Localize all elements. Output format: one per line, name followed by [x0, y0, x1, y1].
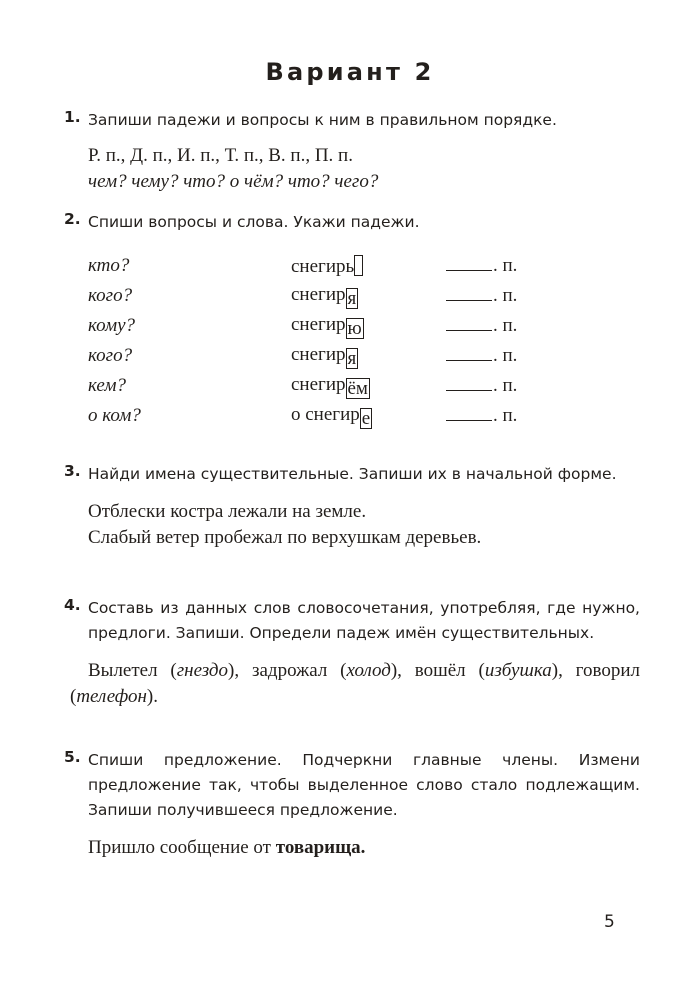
- case-answer-blank[interactable]: [446, 401, 586, 431]
- task-5: [64, 748, 640, 861]
- task-1-number: 1.: [64, 108, 81, 126]
- word-form: [291, 371, 446, 401]
- case-suffix-label: . п.: [493, 255, 518, 276]
- ending-box: ём: [347, 377, 368, 399]
- case-question: о ком?: [88, 405, 141, 426]
- table-row: [88, 311, 586, 341]
- task-2-header: [64, 210, 640, 235]
- task-5-prompt: Спиши предложение. Подчеркни главные члены. Измени предложение так, чтобы выделенное слово стало подлежащим. Запиши получившееся предложение.: [88, 751, 640, 819]
- task-4-header: [64, 596, 640, 646]
- case-suffix-label: . п.: [493, 315, 518, 336]
- word-stem: снегирь: [291, 255, 355, 277]
- table-row: [88, 371, 586, 401]
- answer-line[interactable]: [446, 317, 492, 331]
- page-title: Вариант 2: [265, 58, 435, 86]
- task-4-prompt: Составь из данных слов словосочетания, употребляя, где нужно, предлоги. Запиши. Определи падеж имён существительных.: [88, 599, 640, 642]
- task-4-word-part-2: гнездо: [176, 660, 229, 681]
- ending-box: ю: [347, 317, 362, 339]
- task-2-prompt: Спиши вопросы и слова. Укажи падежи.: [88, 213, 420, 231]
- case-question: кем?: [88, 375, 126, 396]
- case-question: кому?: [88, 315, 135, 336]
- table-row: [88, 341, 586, 371]
- task-5-header: [64, 748, 640, 823]
- task-1-line-1: Р. п., Д. п., И. п., Т. п., В. п., П. п.: [88, 145, 353, 166]
- case-suffix-label: . п.: [493, 405, 518, 426]
- ending-box: е: [361, 407, 371, 429]
- task-1-line-2: чем? чему? что? о чём? что? чего?: [88, 171, 379, 192]
- word-form: [291, 401, 446, 431]
- task-4-number: 4.: [64, 596, 81, 614]
- case-answer-blank[interactable]: [446, 251, 586, 281]
- task-3-line-1: Отблески костра лежали на земле.: [88, 501, 367, 522]
- task-4-word-part-6: избушка: [484, 660, 552, 681]
- ending-box: [354, 255, 363, 276]
- task-3-prompt: Найди имена существительные. Запиши их в начальной форме.: [88, 465, 617, 483]
- case-answer-blank[interactable]: [446, 311, 586, 341]
- word-form: [291, 281, 446, 311]
- task-1: [64, 108, 640, 195]
- task-1-header: [64, 108, 640, 133]
- task-4-word-part-8: телефон: [76, 686, 147, 707]
- task-4-word-part-7: ), говорил (: [70, 660, 640, 707]
- task-4-word-part-5: ), вошёл (: [390, 660, 485, 681]
- word-stem: снегир: [291, 343, 346, 365]
- task-4: [64, 596, 640, 710]
- task-4-word-part-4: холод: [346, 660, 391, 681]
- ending-box: я: [347, 347, 357, 369]
- case-answer-blank[interactable]: [446, 281, 586, 311]
- task-4-word-part-9: ).: [146, 686, 158, 707]
- task-3-content: [64, 499, 640, 551]
- ending-box: я: [347, 287, 357, 309]
- answer-line[interactable]: [446, 287, 492, 301]
- answer-line[interactable]: [446, 377, 492, 391]
- task-3-header: [64, 462, 640, 487]
- task-3-number: 3.: [64, 462, 81, 480]
- word-form: [291, 341, 446, 371]
- word-stem: о снегир: [291, 403, 360, 425]
- case-answer-blank[interactable]: [446, 371, 586, 401]
- task-4-word-part-1: Вылетел (: [88, 660, 177, 681]
- word-stem: снегир: [291, 283, 346, 305]
- table-row: [88, 281, 586, 311]
- answer-line[interactable]: [446, 347, 492, 361]
- task-1-content: [64, 143, 640, 195]
- case-answer-blank[interactable]: [446, 341, 586, 371]
- task-5-number: 5.: [64, 748, 81, 766]
- answer-line[interactable]: [446, 257, 492, 271]
- task-3: [64, 462, 640, 551]
- task-5-content: [64, 835, 640, 861]
- word-form: [291, 311, 446, 341]
- task-4-word-part-3: ), задрожал (: [228, 660, 347, 681]
- case-question: кто?: [88, 255, 130, 276]
- case-question: кого?: [88, 285, 133, 306]
- word-stem: снегир: [291, 373, 346, 395]
- table-row: [88, 251, 586, 281]
- word-stem: снегир: [291, 313, 346, 335]
- answer-line[interactable]: [446, 407, 492, 421]
- case-suffix-label: . п.: [493, 285, 518, 306]
- task-5-word-part-2: товарища.: [275, 837, 366, 858]
- task-2: [64, 210, 640, 431]
- task-5-word-part-1: Пришло сообщение от: [88, 837, 276, 858]
- declension-table: [88, 251, 586, 431]
- task-4-sentence: [64, 658, 640, 710]
- task-1-prompt: Запиши падежи и вопросы к ним в правильном порядке.: [88, 111, 557, 129]
- task-3-line-2: Слабый ветер пробежал по верхушкам деревьев.: [88, 527, 482, 548]
- task-5-sentence: [64, 835, 640, 861]
- word-form: [291, 251, 446, 281]
- case-question: кого?: [88, 345, 133, 366]
- case-suffix-label: . п.: [493, 375, 518, 396]
- table-row: [88, 401, 586, 431]
- page-number: 5: [604, 912, 615, 932]
- case-suffix-label: . п.: [493, 345, 518, 366]
- task-2-number: 2.: [64, 210, 81, 228]
